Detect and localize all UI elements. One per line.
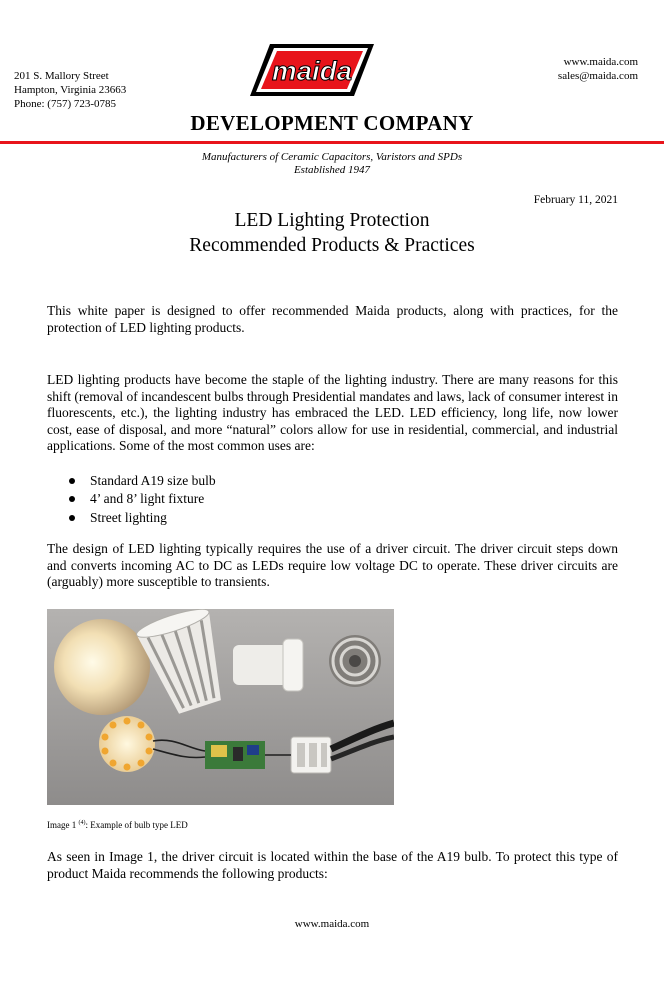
- followup-paragraph: As seen in Image 1, the driver circuit is located within the base of the A19 bulb. To protect this type of product Maida recommends the following products:: [47, 849, 618, 881]
- document-date: February 11, 2021: [533, 194, 618, 206]
- company-contact: [558, 55, 638, 83]
- address-phone: Phone: (757) 723-0785: [14, 98, 117, 110]
- caption-reference: (4): [78, 820, 86, 826]
- address-city: Hampton, Virginia 23663: [14, 84, 127, 96]
- bullet-icon: [69, 515, 75, 521]
- established-text: Established 1947: [293, 164, 371, 176]
- image-caption: [47, 820, 188, 830]
- caption-text: : Example of bulb type LED: [85, 820, 188, 830]
- address-street: 201 S. Mallory Street: [14, 70, 109, 82]
- common-uses-list: [47, 472, 216, 527]
- intro-paragraph: This white paper is designed to offer recommended Maida products, along with practices, for the protection of LED lighting products.: [47, 303, 618, 335]
- email-link[interactable]: sales@maida.com: [557, 70, 638, 82]
- caption-prefix: Image 1: [47, 820, 77, 830]
- website-link[interactable]: www.maida.com: [563, 56, 638, 68]
- background-paragraph: LED lighting products have become the staple of the lighting industry. There are many reasons for this shift (removal of incandescent bulbs through Presidential mandates and laws, lack of consumer interest in fluorescents, etc.), the lighting industry has embraced the LED. LED efficiency, long life, now lower cost, ease of disposal, and more “natural” colors allow for use in residential, commercial, and industrial applications. Some of the most common uses are:: [47, 372, 618, 453]
- footer-website[interactable]: www.maida.com: [294, 918, 370, 930]
- company-address: [14, 69, 126, 111]
- list-item: 4’ and 8’ light fixture: [47, 490, 216, 508]
- company-tagline: [0, 151, 664, 177]
- title-line-2: Recommended Products & Practices: [189, 235, 475, 256]
- logo-text: maida: [272, 56, 352, 86]
- bullet-icon: [69, 478, 75, 484]
- bullet-icon: [69, 496, 75, 502]
- title-line-1: LED Lighting Protection: [234, 210, 430, 231]
- led-bulb-photo: [47, 609, 394, 805]
- list-item: Standard A19 size bulb: [47, 472, 216, 490]
- maida-logo: [250, 42, 376, 98]
- list-item: Street lighting: [47, 509, 216, 527]
- company-name: DEVELOPMENT COMPANY: [190, 111, 474, 135]
- header-divider: [0, 141, 664, 144]
- tagline-text: Manufacturers of Ceramic Capacitors, Varistors and SPDs: [201, 151, 463, 163]
- driver-paragraph: The design of LED lighting typically requires the use of a driver circuit. The driver circuit steps down and converts incoming AC to DC as LEDs require low voltage DC to operate. These driver circuits are (arguably) more susceptible to transients.: [47, 541, 618, 589]
- document-title: [0, 208, 664, 258]
